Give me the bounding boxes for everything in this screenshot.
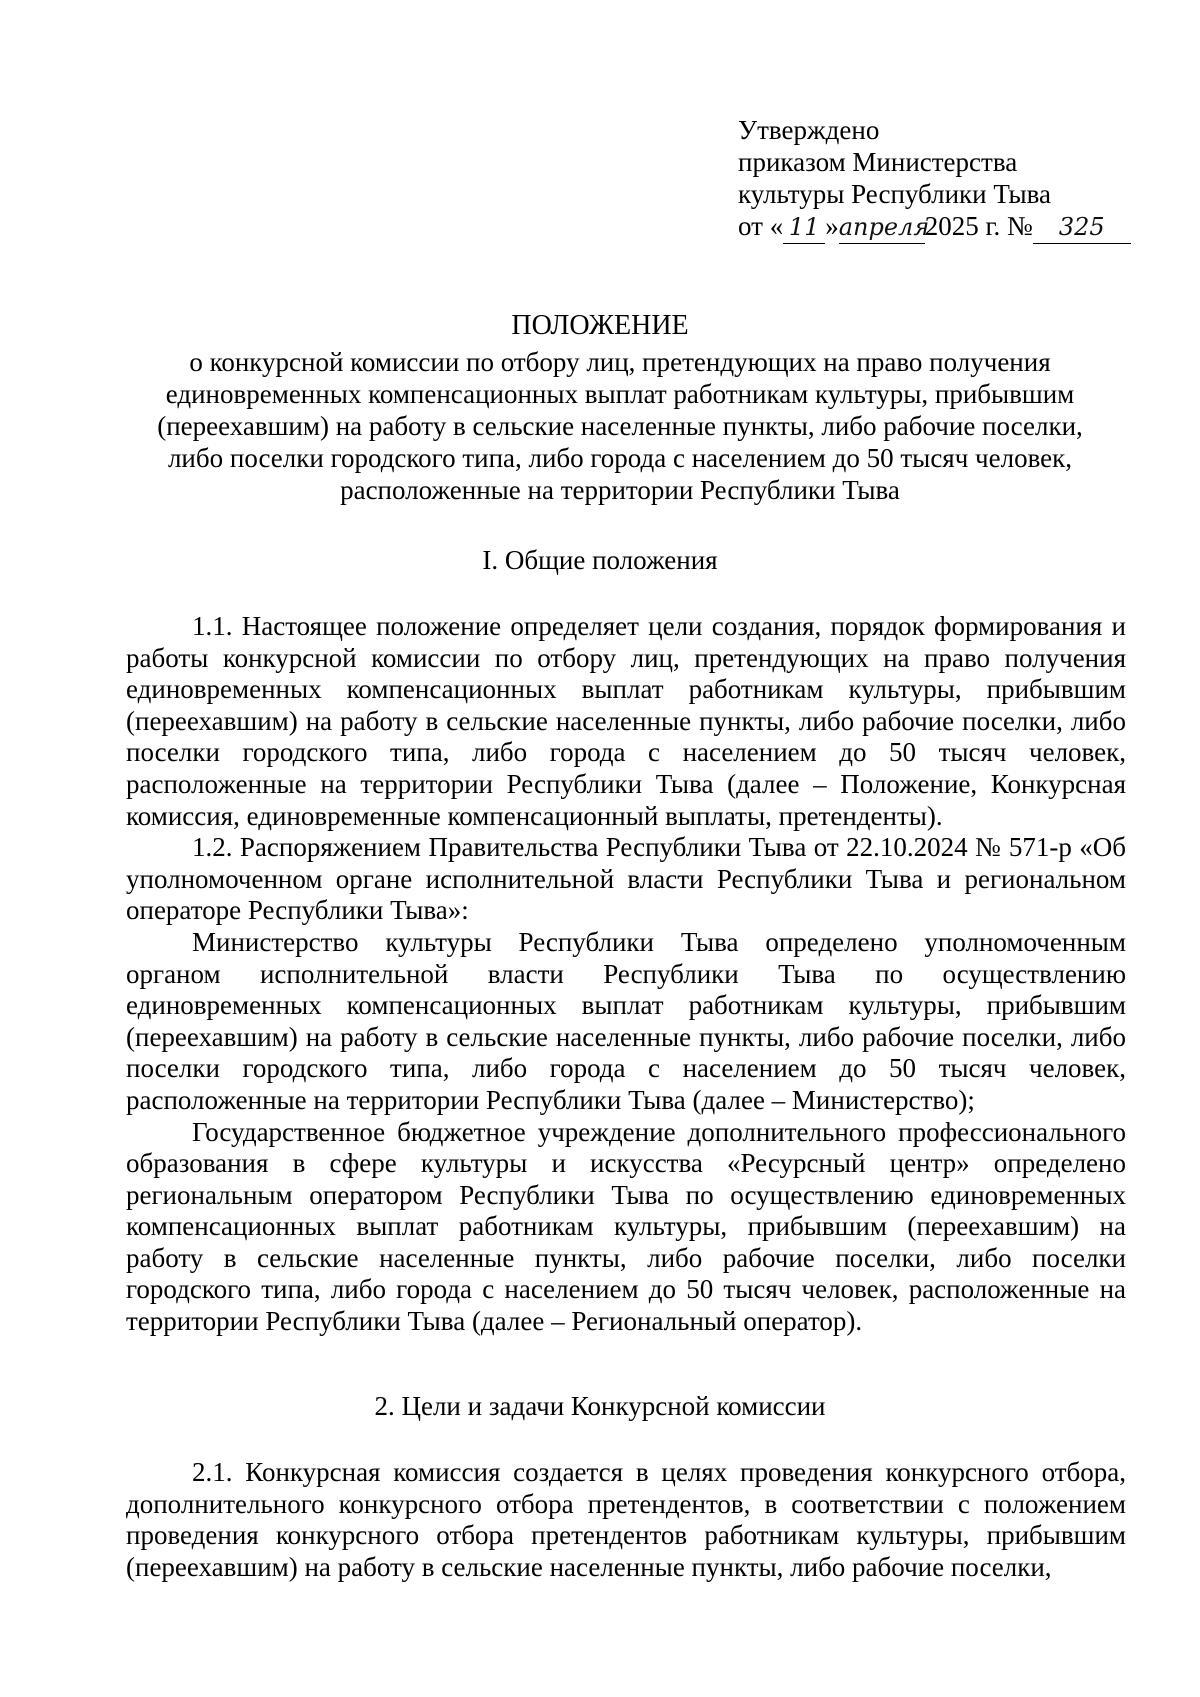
paragraph-1-1: 1.1. Настоящее положение определяет цели создания, порядок формирования и работы конкурсной комиссии по отбору лиц, претендующих на право получения единовременных компенсационных выплат работникам культуры, прибывшим (переехавшим) на работу в сельские населенные пункты, либо рабочие поселки, либо поселки городского типа, либо города с населением до 50 тысяч человек, расположенные на территории Республики Тыва (далее – Положение, Конкурсная комиссия, единовременные компенсационный выплаты, претенденты). [126,611,1126,831]
approval-line-approved: Утверждено [738,115,880,145]
paragraph-2-1: 2.1. Конкурсная комиссия создается в целях проведения конкурсного отбора, дополнительного конкурсного отбора претендентов, в соответствии с положением проведения конкурсного отбора претендентов работникам культуры, прибывшим (переехавшим) на работу в сельские населенные пункты, либо рабочие поселки, [126,1457,1126,1582]
approval-stamp-block [738,114,1131,244]
number-blank [1033,210,1131,244]
section-2-body [126,1457,1126,1583]
approval-date-line [738,210,1131,244]
paragraph-regional-operator: Государственное бюджетное учреждение дополнительного профессионального образования в сфере культуры и искусства «Ресурсный центр» определено региональным оператором Республики Тыва по осуществлению единовременных компенсационных выплат работникам культуры, прибывшим (переехавшим) на работу в сельские населенные пункты, либо рабочие поселки, либо поселки городского типа, либо города с населением до 50 тысяч человек, расположенные на территории Республики Тыва (далее – Региональный оператор). [126,1116,1126,1337]
section-2-heading: 2. Цели и задачи Конкурсной комиссии [374,1391,826,1421]
paragraph-1-2: 1.2. Распоряжением Правительства Республики Тыва от 22.10.2024 № 571-р «Об уполномоченном органе исполнительной власти Республики Тыва и региональном операторе Республики Тыва»: [126,832,1126,926]
day-blank [783,210,825,244]
approval-line-ministry: культуры Республики Тыва [738,179,1052,209]
approval-line-order: приказом Министерства [738,147,1018,177]
document-title: ПОЛОЖЕНИЕ [511,310,689,341]
handwritten-number: 325 [1058,213,1105,241]
paragraph-ministry: Министерство культуры Республики Тыва определено уполномоченным органом исполнительной власти Республики Тыва по осуществлению единовременных компенсационных выплат работникам культуры, прибывшим (переехавшим) на работу в сельские населенные пункты, либо рабочие поселки, либо поселки городского типа, либо города с населением до 50 тысяч человек, расположенные на территории Республики Тыва (далее – Министерство); [126,926,1126,1115]
section-1-heading: I. Общие положения [482,545,718,575]
date-quote-close: » [825,211,839,241]
handwritten-day: 11 [788,213,820,241]
handwritten-month: апреля [838,213,930,241]
document-subtitle: о конкурсной комиссии по отбору лиц, претендующих на право получения единовременных компенсационных выплат работникам культуры, прибывшим (переехавшим) на работу в сельские населенные пункты, либо рабочие поселки, либо поселки городского типа, либо города с населением до 50 тысяч человек, расположенные на территории Республики Тыва [157,347,1083,505]
month-blank [838,210,930,244]
date-prefix: от « [738,211,784,241]
year-number-label: 2025 г. № [924,211,1033,241]
section-1-body [126,611,1126,1338]
